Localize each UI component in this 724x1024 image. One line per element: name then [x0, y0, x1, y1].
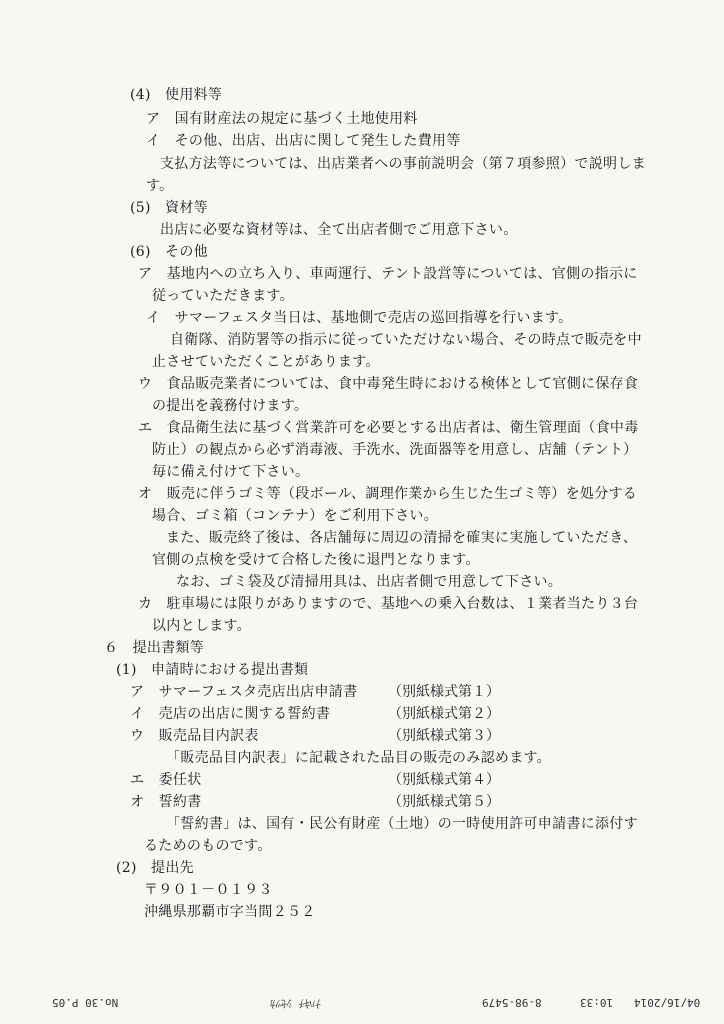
section-6-a-line1: ア 基地内への立ち入り、車両運行、テント設営等については、官側の指示に — [138, 266, 638, 282]
section-6-a-line2: 従っていただきます。 — [152, 288, 294, 304]
chapter-6-heading: ６ 提出書類等 — [104, 640, 205, 656]
section-6-o-line5: なお、ゴミ袋及び清掃用具は、出店者側で用意して下さい。 — [176, 574, 563, 590]
fax-number: 8-98-5479 — [482, 996, 542, 1009]
section-6-heading: (6) その他 — [130, 244, 208, 260]
submission-item-e-ref: （別紙様式第４） — [388, 772, 500, 788]
section-6-ka-line2: 以内とします。 — [152, 618, 251, 634]
submission-item-a: ア サマーフェスタ売店出店申請書 — [130, 684, 358, 700]
chapter-6-sub2-heading: (2) 提出先 — [116, 860, 194, 876]
fax-sender: ﾅﾊｷﾁ ｼｾﾂｶ — [270, 997, 321, 1010]
submission-item-a-ref: （別紙様式第１） — [388, 684, 500, 700]
section-4-payment-line2: す。 — [146, 178, 174, 194]
section-6-o-line4: 官側の点検を受けて合格した後に退門となります。 — [152, 552, 480, 568]
submission-item-u-ref: （別紙様式第３） — [388, 728, 500, 744]
section-6-ka-line1: カ 駐車場には限りがありますので、基地への乗入台数は、１業者当たり３台 — [138, 596, 639, 612]
submission-item-i: イ 売店の出店に関する誓約書 — [130, 706, 331, 722]
section-4-item-i: イ その他、出店、出店に関して発生した費用等 — [146, 133, 461, 149]
section-6-i-line2: 自衛隊、消防署等の指示に従っていただけない場合、その時点で販売を中 — [170, 332, 642, 348]
fax-time: 10:33 — [580, 996, 614, 1009]
submission-item-o: オ 誓約書 — [130, 794, 202, 810]
section-6-e-line2: 防止）の観点から必ず消毒液、手洗水、洗面器等を用意し、店舗（テント） — [152, 442, 638, 458]
section-4-heading: (4) 使用料等 — [130, 87, 223, 103]
section-6-u-line1: ウ 食品販売業者については、食中毒発生時における検体として官側に保存食 — [138, 376, 639, 392]
section-6-o-line1: オ 販売に伴うゴミ等（段ボール、調理作業から生じた生ゴミ等）を処分する — [138, 486, 638, 502]
section-4-item-a: ア 国有財産法の規定に基づく土地使用料 — [146, 111, 418, 127]
section-5-heading: (5) 資材等 — [130, 200, 208, 216]
fax-date: 04/16/2014 — [634, 996, 701, 1009]
section-6-i-line1: イ サマーフェスタ当日は、基地側で売店の巡回指導を行います。 — [146, 310, 573, 326]
section-5-text: 出店に必要な資材等は、全て出店者側でご用意下さい。 — [160, 222, 518, 238]
submission-address: 沖縄県那覇市字当間２５２ — [144, 904, 316, 920]
chapter-6-sub1-heading: (1) 申請時における提出書類 — [116, 662, 309, 678]
fax-footer — [0, 996, 724, 1012]
section-6-o-line3: また、販売終了後は、各店舗毎に周辺の清掃を確実に実施していただき、 — [166, 530, 638, 546]
submission-item-o-ref: （別紙様式第５） — [388, 794, 500, 810]
fax-page-number: No.30 P.05 — [52, 996, 119, 1009]
submission-item-o-note-line1: 「誓約書」は、国有・民公有財産（土地）の一時使用許可申請書に添付す — [166, 816, 638, 832]
section-6-i-line3: 止させていただくことがあります。 — [152, 354, 380, 370]
postal-code: 〒９０１－０１９３ — [144, 882, 273, 898]
section-6-e-line1: エ 食品衛生法に基づく営業許可を必要とする出店者は、衛生管理面（食中毒 — [138, 420, 639, 436]
section-6-e-line3: 毎に備え付けて下さい。 — [152, 464, 310, 480]
section-6-o-line2: 場合、ゴミ箱（コンテナ）をご利用下さい。 — [152, 508, 438, 524]
section-6-u-line2: の提出を義務付けます。 — [152, 398, 309, 414]
submission-item-e: エ 委任状 — [130, 772, 202, 788]
submission-item-u-note: 「販売品目内訳表」に記載された品目の販売のみ認めます。 — [166, 750, 551, 766]
submission-item-u: ウ 販売品目内訳表 — [130, 728, 259, 744]
section-4-payment-line1: 支払方法等については、出店業者への事前説明会（第７項参照）で説明しま — [160, 156, 646, 172]
submission-item-i-ref: （別紙様式第２） — [388, 706, 500, 722]
submission-item-o-note-line2: るためのものです。 — [144, 838, 272, 854]
